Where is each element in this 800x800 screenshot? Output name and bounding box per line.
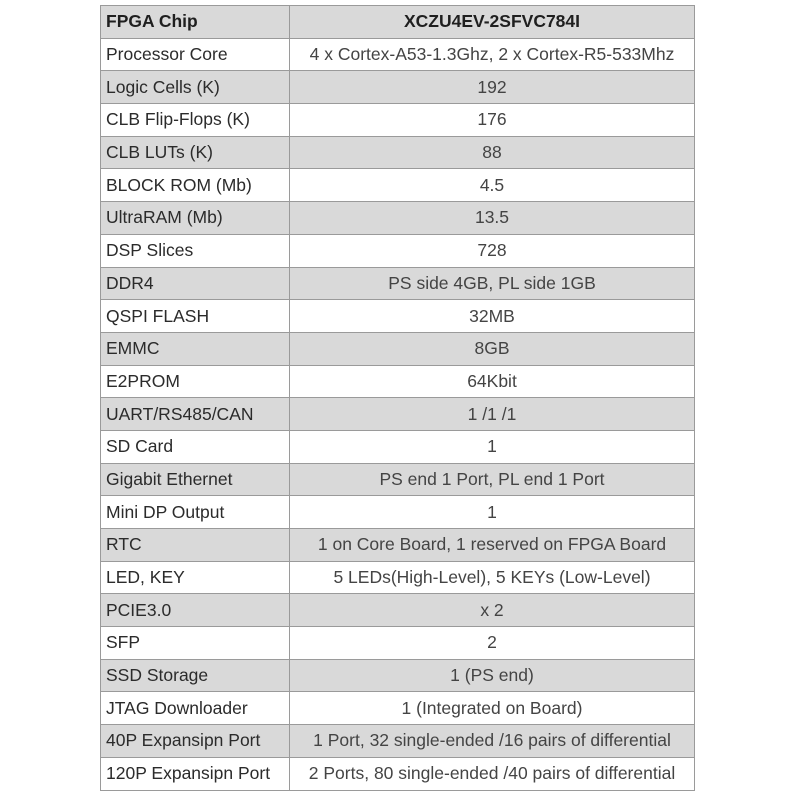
row-label: PCIE3.0 — [101, 594, 290, 627]
table-row — [101, 202, 695, 235]
row-value: 176 — [290, 104, 695, 137]
row-value: 32MB — [290, 300, 695, 333]
row-label: Gigabit Ethernet — [101, 463, 290, 496]
header-value: XCZU4EV-2SFVC784I — [290, 6, 695, 39]
header-label: FPGA Chip — [101, 6, 290, 39]
row-value: 728 — [290, 234, 695, 267]
row-label: 120P Expansipn Port — [101, 757, 290, 790]
row-value: 8GB — [290, 332, 695, 365]
row-label: QSPI FLASH — [101, 300, 290, 333]
table-row — [101, 136, 695, 169]
table-row — [101, 692, 695, 725]
row-label: UART/RS485/CAN — [101, 398, 290, 431]
row-value: 4 x Cortex-A53-1.3Ghz, 2 x Cortex-R5-533Mhz — [290, 38, 695, 71]
table-row — [101, 38, 695, 71]
row-value: 13.5 — [290, 202, 695, 235]
table-row — [101, 104, 695, 137]
row-label: DDR4 — [101, 267, 290, 300]
row-label: Logic Cells (K) — [101, 71, 290, 104]
row-value: 2 — [290, 627, 695, 660]
table-row — [101, 725, 695, 758]
row-value: 1 — [290, 430, 695, 463]
table-row — [101, 659, 695, 692]
row-label: DSP Slices — [101, 234, 290, 267]
table-row — [101, 300, 695, 333]
table-row — [101, 71, 695, 104]
row-label: SFP — [101, 627, 290, 660]
table-row — [101, 757, 695, 790]
row-value: 1 (Integrated on Board) — [290, 692, 695, 725]
row-label: JTAG Downloader — [101, 692, 290, 725]
row-value: 1 Port, 32 single-ended /16 pairs of differential — [290, 725, 695, 758]
row-label: 40P Expansipn Port — [101, 725, 290, 758]
row-value: 4.5 — [290, 169, 695, 202]
row-label: EMMC — [101, 332, 290, 365]
row-label: SSD Storage — [101, 659, 290, 692]
row-value: 5 LEDs(High-Level), 5 KEYs (Low-Level) — [290, 561, 695, 594]
table-row — [101, 529, 695, 562]
row-value: 2 Ports, 80 single-ended /40 pairs of differential — [290, 757, 695, 790]
spec-table — [100, 5, 695, 791]
row-label: BLOCK ROM (Mb) — [101, 169, 290, 202]
table-row — [101, 430, 695, 463]
table-row — [101, 561, 695, 594]
row-value: PS side 4GB, PL side 1GB — [290, 267, 695, 300]
row-value: 1 /1 /1 — [290, 398, 695, 431]
table-row — [101, 627, 695, 660]
table-row — [101, 594, 695, 627]
row-label: E2PROM — [101, 365, 290, 398]
row-value: x 2 — [290, 594, 695, 627]
row-label: CLB LUTs (K) — [101, 136, 290, 169]
row-label: RTC — [101, 529, 290, 562]
row-label: LED, KEY — [101, 561, 290, 594]
row-label: CLB Flip-Flops (K) — [101, 104, 290, 137]
row-value: 1 — [290, 496, 695, 529]
table-row — [101, 169, 695, 202]
table-row — [101, 463, 695, 496]
table-row — [101, 234, 695, 267]
table-row — [101, 496, 695, 529]
row-label: UltraRAM (Mb) — [101, 202, 290, 235]
row-value: 1 (PS end) — [290, 659, 695, 692]
row-value: 1 on Core Board, 1 reserved on FPGA Board — [290, 529, 695, 562]
row-label: Processor Core — [101, 38, 290, 71]
row-value: PS end 1 Port, PL end 1 Port — [290, 463, 695, 496]
row-value: 64Kbit — [290, 365, 695, 398]
table-row — [101, 365, 695, 398]
row-value: 192 — [290, 71, 695, 104]
row-label: Mini DP Output — [101, 496, 290, 529]
row-label: SD Card — [101, 430, 290, 463]
row-value: 88 — [290, 136, 695, 169]
table-row — [101, 332, 695, 365]
table-header-row — [101, 6, 695, 39]
table-row — [101, 398, 695, 431]
table-row — [101, 267, 695, 300]
